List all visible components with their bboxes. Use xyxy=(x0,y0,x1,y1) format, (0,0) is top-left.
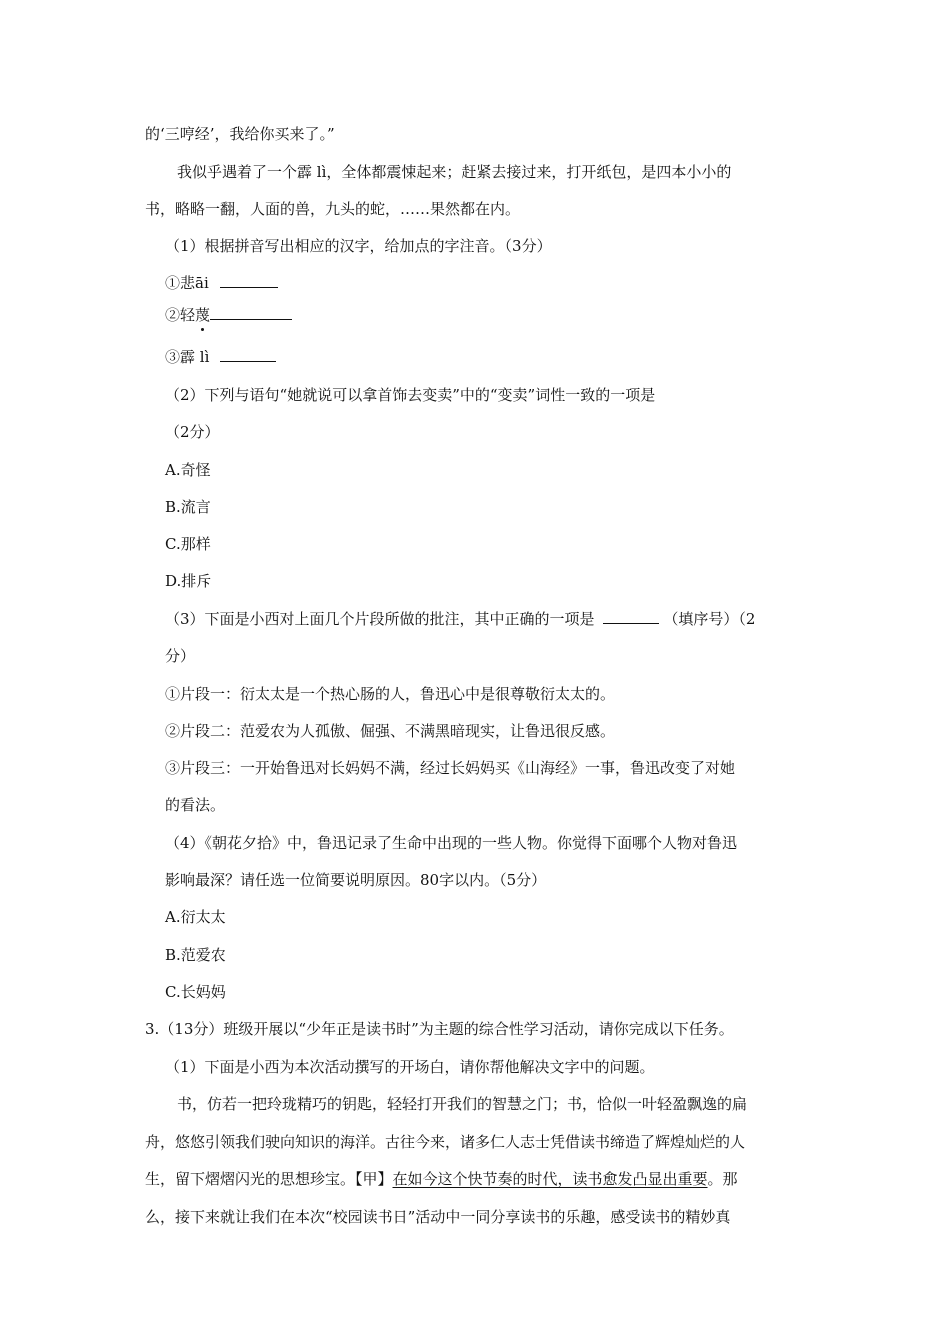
q4-option-b: B.范爱农 xyxy=(165,946,226,964)
answer-blank[interactable] xyxy=(210,305,292,320)
opening-paragraph-line: 书，仿若一把玲珑精巧的钥匙，轻轻打开我们的智慧之门；书，恰似一叶轻盈飘逸的扁 xyxy=(177,1095,748,1113)
question-3 xyxy=(165,609,755,629)
q1-item-a xyxy=(165,273,278,293)
section-3-question-1: （1）下面是小西为本次活动撰写的开场白，请你帮他解决文字中的问题。 xyxy=(165,1058,655,1076)
question-1: （1）根据拼音写出相应的汉字，给加点的字注音。（3分） xyxy=(165,237,552,255)
question-2-score: （2分） xyxy=(165,423,220,441)
question-4: （4）《朝花夕拾》中，鲁迅记录了生命中出现的一些人物。你觉得下面哪个人物对鲁迅 xyxy=(165,834,738,852)
option-c: C.那样 xyxy=(165,535,211,553)
question-3-text: （3）下面是小西对上面几个片段所做的批注，其中正确的一项是 xyxy=(165,610,595,628)
question-2: （2）下列与语句“她就说可以拿首饰去变卖”中的“变卖”词性一致的一项是 xyxy=(165,386,656,404)
opening-paragraph-line xyxy=(145,1169,738,1189)
question-3-score: （填序号）（2 xyxy=(663,610,756,628)
q1-item-c-label: ③霹 lì xyxy=(165,348,210,366)
q1-item-a-label: ①悲āi xyxy=(165,274,209,292)
passage-line: 书，略略一翻，人面的兽，九头的蛇，……果然都在内。 xyxy=(145,200,521,218)
question-4-cont: 影响最深？请任选一位简要说明原因。80字以内。（5分） xyxy=(165,871,547,889)
dotted-char: 蔑 xyxy=(195,306,211,324)
q1-item-b-label: ②轻 xyxy=(165,306,196,324)
passage-line: 我似乎遇着了一个霹 lì，全体都震悚起来；赶紧去接过来，打开纸包，是四本小小的 xyxy=(177,163,732,181)
answer-blank[interactable] xyxy=(220,273,278,288)
q4-option-c: C.长妈妈 xyxy=(165,983,226,1001)
underlined-sentence-jia: 在如今这个快节奏的时代，读书愈发凸显出重要 xyxy=(392,1170,708,1188)
paragraph-text: 。那 xyxy=(707,1170,738,1188)
option-d: D.排斥 xyxy=(165,572,212,590)
option-a: A.奇怪 xyxy=(165,461,211,479)
paragraph-text: 生，留下熠熠闪光的思想珍宝。【甲】 xyxy=(145,1170,393,1188)
q3-option-3: ③片段三：一开始鲁迅对长妈妈不满，经过长妈妈买《山海经》一事，鲁迅改变了对她 xyxy=(165,759,736,777)
passage-line: 的‘三哼经’，我给你买来了。” xyxy=(145,125,335,143)
opening-paragraph-line: 么，接下来就让我们在本次“校园读书日”活动中一同分享读书的乐趣，感受读书的精妙真 xyxy=(145,1208,731,1226)
question-3-score-cont: 分） xyxy=(165,647,196,665)
answer-blank[interactable] xyxy=(603,609,659,624)
q3-option-3-cont: 的看法。 xyxy=(165,796,226,814)
q3-option-2: ②片段二：范爱农为人孤傲、倔强、不满黑暗现实，让鲁迅很反感。 xyxy=(165,722,616,740)
opening-paragraph-line: 舟，悠悠引领我们驶向知识的海洋。古往今来，诸多仁人志士凭借读书缔造了辉煌灿烂的人 xyxy=(145,1133,746,1151)
q3-option-1: ①片段一：衍太太是一个热心肠的人，鲁迅心中是很尊敬衍太太的。 xyxy=(165,685,616,703)
section-3-heading: 3.（13分）班级开展以“少年正是读书时”为主题的综合性学习活动，请你完成以下任务。 xyxy=(145,1020,734,1038)
option-b: B.流言 xyxy=(165,498,211,516)
answer-blank[interactable] xyxy=(220,347,276,362)
q4-option-a: A.衍太太 xyxy=(165,908,226,926)
q1-item-c xyxy=(165,347,276,367)
q1-item-b xyxy=(165,305,292,325)
